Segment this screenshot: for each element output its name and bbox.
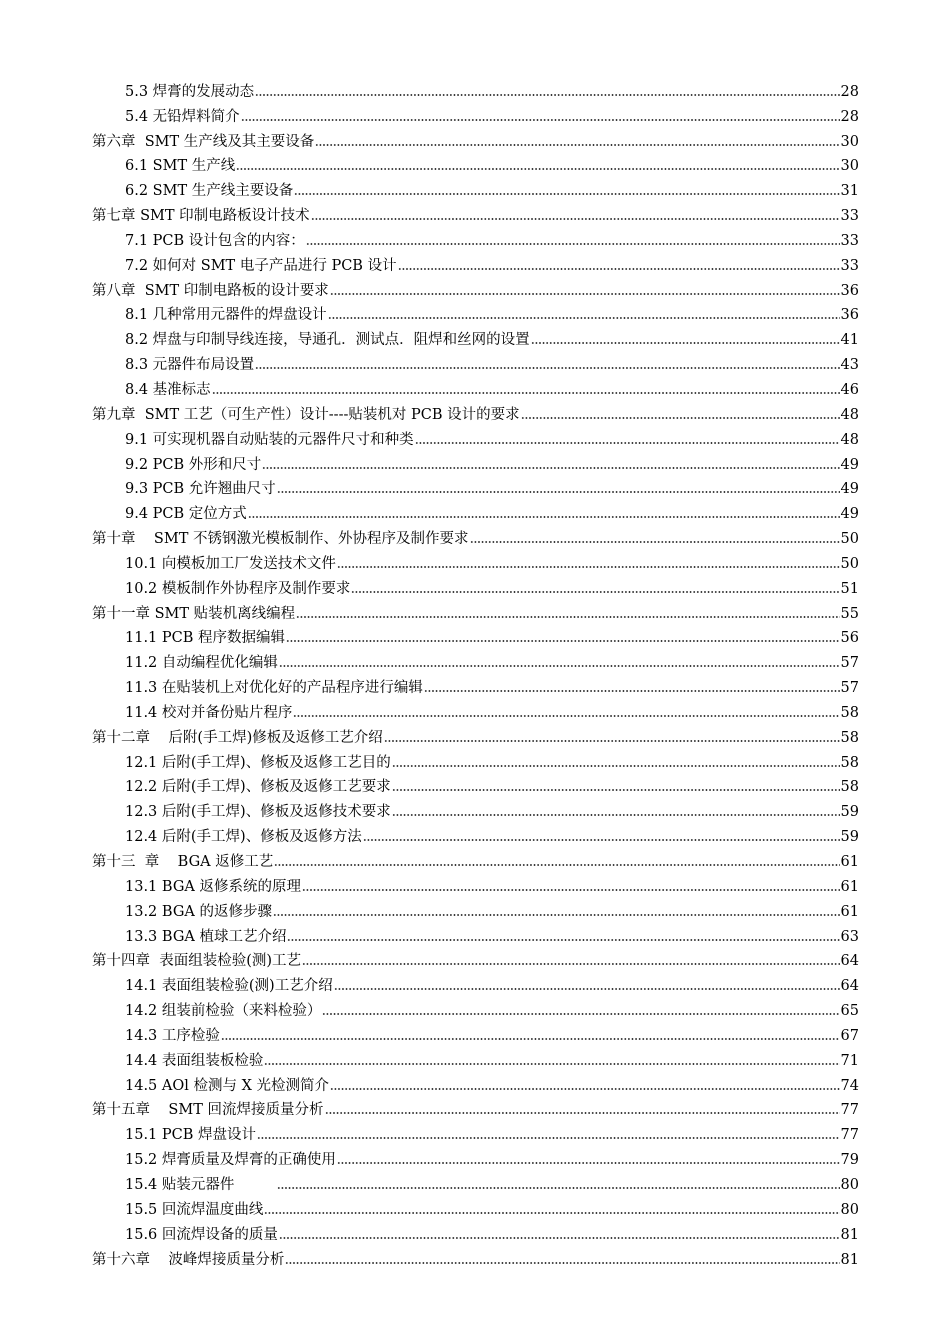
toc-entry-title: 9.1 可实现机器自动贴装的元器件尺寸和种类 <box>125 431 414 448</box>
toc-page-number: 48 <box>840 406 859 423</box>
toc-section-entry[interactable] <box>92 648 859 673</box>
toc-dot-leader <box>306 241 840 247</box>
toc-dot-leader <box>392 763 840 769</box>
toc-dot-leader <box>398 266 840 272</box>
toc-chapter-entry[interactable] <box>92 1245 859 1270</box>
toc-dot-leader <box>334 986 840 992</box>
toc-page-number: 51 <box>840 580 859 597</box>
toc-section-entry[interactable] <box>92 897 859 922</box>
toc-page-number: 77 <box>840 1102 859 1119</box>
toc-dot-leader <box>302 961 840 967</box>
toc-section-entry[interactable] <box>92 325 859 350</box>
toc-dot-leader <box>521 415 840 421</box>
toc-chapter-entry[interactable] <box>92 276 859 301</box>
toc-entry-title: 11.3 在贴装机上对优化好的产品程序进行编辑 <box>125 680 423 697</box>
toc-dot-leader <box>293 713 839 719</box>
toc-entry-title: 15.6 回流焊设备的质量 <box>125 1226 278 1243</box>
toc-page-number: 33 <box>840 208 859 225</box>
toc-page-number: 57 <box>840 680 859 697</box>
toc-chapter-entry[interactable] <box>92 947 859 972</box>
toc-entry-title: 14.3 工序检验 <box>125 1027 220 1044</box>
toc-entry-title: 15.5 回流焊温度曲线 <box>125 1201 264 1218</box>
toc-entry-title: 14.4 表面组装板检验 <box>125 1052 264 1069</box>
toc-dot-leader <box>264 1061 839 1067</box>
toc-entry-title: 9.2 PCB 外形和尺寸 <box>125 456 262 473</box>
toc-entry-title: 15.4 贴装元器件 <box>125 1176 276 1193</box>
toc-section-entry[interactable] <box>92 77 859 102</box>
toc-entry-title: 9.4 PCB 定位方式 <box>125 506 247 523</box>
toc-page-number: 71 <box>840 1052 859 1069</box>
toc-entry-title: 15.1 PCB 焊盘设计 <box>125 1127 257 1144</box>
toc-dot-leader <box>470 539 840 545</box>
toc-entry-title: 13.2 BGA 的返修步骤 <box>125 903 272 920</box>
toc-section-entry[interactable] <box>92 475 859 500</box>
toc-entry-title: 第十五章 SMT 回流焊接质量分析 <box>92 1102 324 1119</box>
toc-page-number: 30 <box>840 158 859 175</box>
toc-page-number: 33 <box>840 232 859 249</box>
toc-page-number: 50 <box>840 555 859 572</box>
toc-chapter-entry[interactable] <box>92 524 859 549</box>
toc-dot-leader <box>262 465 839 471</box>
toc-entry-title: 第九章 SMT 工艺（可生产性）设计----贴装机对 PCB 设计的要求 <box>92 406 520 423</box>
toc-section-entry[interactable] <box>92 152 859 177</box>
toc-dot-leader <box>294 191 839 197</box>
toc-chapter-entry[interactable] <box>92 1096 859 1121</box>
toc-dot-leader <box>325 1110 840 1116</box>
toc-dot-leader <box>277 489 840 495</box>
toc-entry-title: 7.1 PCB 设计包含的内容： <box>125 232 305 249</box>
toc-page-number: 81 <box>840 1251 859 1268</box>
toc-entry-title: 15.2 焊膏质量及焊膏的正确使用 <box>125 1152 336 1169</box>
toc-page-number: 46 <box>840 381 859 398</box>
toc-chapter-entry[interactable] <box>92 599 859 624</box>
toc-entry-title: 第十六章 波峰焊接质量分析 <box>92 1251 285 1268</box>
toc-page-number: 33 <box>840 257 859 274</box>
toc-dot-leader <box>274 862 839 868</box>
toc-dot-leader <box>322 1011 839 1017</box>
toc-dot-leader <box>302 887 840 893</box>
toc-page-number: 28 <box>840 83 859 100</box>
toc-dot-leader <box>257 1135 840 1141</box>
toc-entry-title: 8.4 基准标志 <box>125 381 211 398</box>
toc-chapter-entry[interactable] <box>92 400 859 425</box>
toc-section-entry[interactable] <box>92 773 859 798</box>
toc-page-number: 61 <box>840 854 859 870</box>
toc-section-entry[interactable] <box>92 1071 859 1096</box>
toc-entry-title: 8.1 几种常用元器件的焊盘设计 <box>125 307 327 324</box>
toc-entry-title: 10.1 向模板加工厂发送技术文件 <box>125 555 336 572</box>
toc-section-entry[interactable] <box>92 499 859 524</box>
toc-section-entry[interactable] <box>92 1021 859 1046</box>
toc-entry-title: 5.4 无铅焊料简介 <box>125 108 240 125</box>
toc-dot-leader <box>424 688 840 694</box>
toc-page-number: 28 <box>840 108 859 125</box>
toc-page-number: 58 <box>840 729 859 746</box>
toc-page-number: 77 <box>840 1127 859 1144</box>
toc-dot-leader <box>285 1260 839 1266</box>
toc-dot-leader <box>337 564 840 570</box>
toc-page-number: 49 <box>840 506 859 523</box>
toc-page-number: 59 <box>840 829 859 846</box>
toc-chapter-entry[interactable] <box>92 847 859 872</box>
toc-section-entry[interactable] <box>92 102 859 127</box>
toc-page-number: 63 <box>840 928 859 945</box>
toc-dot-leader <box>236 166 839 172</box>
toc-entry-title: 14.1 表面组装检验(测)工艺介绍 <box>125 978 333 995</box>
toc-section-entry[interactable] <box>92 1195 859 1220</box>
toc-dot-leader <box>286 638 840 644</box>
toc-page-number: 55 <box>840 605 859 622</box>
toc-section-entry[interactable] <box>92 624 859 649</box>
toc-section-entry[interactable] <box>92 822 859 847</box>
toc-dot-leader <box>311 216 840 222</box>
toc-page-number: 31 <box>840 183 859 200</box>
toc-page-number: 81 <box>840 1226 859 1243</box>
toc-entry-title: 第八章 SMT 印制电路板的设计要求 <box>92 282 329 299</box>
toc-entry-title: 10.2 模板制作外协程序及制作要求 <box>125 580 351 597</box>
toc-chapter-entry[interactable] <box>92 723 859 748</box>
toc-page-number: 43 <box>840 357 859 374</box>
toc-dot-leader <box>248 514 840 520</box>
toc-section-entry[interactable] <box>92 1145 859 1170</box>
toc-entry-title: 12.4 后附(手工焊)、修板及返修方法 <box>125 829 362 846</box>
toc-section-entry[interactable] <box>92 673 859 698</box>
toc-section-entry[interactable] <box>92 698 859 723</box>
toc-dot-leader <box>296 614 839 620</box>
toc-entry-title: 12.1 后附(手工焊)、修板及返修工艺目的 <box>125 754 391 771</box>
toc-dot-leader <box>531 340 840 346</box>
toc-section-entry[interactable] <box>92 375 859 400</box>
toc-dot-leader <box>277 1185 840 1191</box>
toc-entry-title: 9.3 PCB 允许翘曲尺寸 <box>125 481 276 498</box>
toc-page-number: 57 <box>840 655 859 672</box>
toc-page-number: 49 <box>840 456 859 473</box>
toc-entry-title: 12.2 后附(手工焊)、修板及返修工艺要求 <box>125 779 391 796</box>
toc-dot-leader <box>330 291 840 297</box>
toc-section-entry[interactable] <box>92 1046 859 1071</box>
toc-section-entry[interactable] <box>92 996 859 1021</box>
toc-page-number: 74 <box>840 1077 859 1094</box>
toc-section-entry[interactable] <box>92 922 859 947</box>
toc-section-entry[interactable] <box>92 748 859 773</box>
toc-section-entry[interactable] <box>92 176 859 201</box>
toc-dot-leader <box>392 812 840 818</box>
toc-entry-title: 13.3 BGA 植球工艺介绍 <box>125 928 287 945</box>
toc-page-number: 30 <box>840 133 859 150</box>
toc-page-number: 58 <box>840 779 859 796</box>
toc-section-entry[interactable] <box>92 425 859 450</box>
toc-dot-leader <box>415 440 840 446</box>
toc-dot-leader <box>241 117 840 123</box>
toc-entry-title: 12.3 后附(手工焊)、修板及返修技术要求 <box>125 804 391 821</box>
toc-section-entry[interactable] <box>92 251 859 276</box>
toc-entry-title: 11.2 自动编程优化编辑 <box>125 655 278 672</box>
toc-page-number: 58 <box>840 704 859 721</box>
toc-entry-title: 14.5 AOl 检测与 X 光检测简介 <box>125 1077 330 1094</box>
toc-entry-title: 13.1 BGA 返修系统的原理 <box>125 878 301 895</box>
toc-page-number: 59 <box>840 804 859 821</box>
toc-page-number: 61 <box>840 903 859 920</box>
toc-page-number: 64 <box>840 953 859 970</box>
toc-section-entry[interactable] <box>92 350 859 375</box>
toc-dot-leader <box>384 738 840 744</box>
toc-entry-title: 6.1 SMT 生产线 <box>125 158 236 175</box>
toc-entry-title: 14.2 组装前检验（来料检验） <box>125 1003 322 1020</box>
toc-page-number: 67 <box>840 1027 859 1044</box>
toc-page-number: 65 <box>840 1003 859 1020</box>
toc-page-number: 36 <box>840 282 859 299</box>
toc-section-entry[interactable] <box>92 1220 859 1245</box>
toc-dot-leader <box>212 390 840 396</box>
toc-page-number: 64 <box>840 978 859 995</box>
toc-page-number: 36 <box>840 307 859 324</box>
toc-dot-leader <box>279 1235 840 1241</box>
toc-section-entry[interactable] <box>92 301 859 326</box>
toc-page-number: 49 <box>840 481 859 498</box>
toc-page-number: 50 <box>840 531 859 548</box>
toc-entry-title: 第十一章 SMT 贴装机离线编程 <box>92 605 296 622</box>
toc-dot-leader <box>351 589 839 595</box>
toc-entry-title: 8.3 元器件布局设置 <box>125 357 255 374</box>
toc-page-number: 79 <box>840 1152 859 1169</box>
toc-section-entry[interactable] <box>92 574 859 599</box>
toc-dot-leader <box>328 315 840 321</box>
toc-section-entry[interactable] <box>92 1120 859 1145</box>
table-of-contents <box>92 77 859 1270</box>
toc-dot-leader <box>363 837 840 843</box>
toc-section-entry[interactable] <box>92 1170 859 1195</box>
toc-page-number: 58 <box>840 754 859 771</box>
toc-entry-title: 第十三 章 BGA 返修工艺 <box>92 854 274 870</box>
toc-entry-title: 第十二章 后附(手工焊)修板及返修工艺介绍 <box>92 729 383 746</box>
toc-page-number: 56 <box>840 630 859 647</box>
toc-section-entry[interactable] <box>92 971 859 996</box>
toc-section-entry[interactable] <box>92 797 859 822</box>
toc-entry-title: 11.1 PCB 程序数据编辑 <box>125 630 286 647</box>
toc-entry-title: 第十章 SMT 不锈钢激光模板制作、外协程序及制作要求 <box>92 531 469 548</box>
toc-chapter-entry[interactable] <box>92 127 859 152</box>
toc-page-number: 80 <box>840 1176 859 1193</box>
toc-page-number: 80 <box>840 1201 859 1218</box>
toc-section-entry[interactable] <box>92 872 859 897</box>
toc-dot-leader <box>221 1036 840 1042</box>
toc-page-number: 61 <box>840 878 859 895</box>
toc-entry-title: 第七章 SMT 印制电路板设计技术 <box>92 208 310 225</box>
toc-dot-leader <box>264 1210 839 1216</box>
toc-section-entry[interactable] <box>92 226 859 251</box>
toc-dot-leader <box>273 912 840 918</box>
toc-dot-leader <box>255 365 839 371</box>
toc-entry-title: 7.2 如何对 SMT 电子产品进行 PCB 设计 <box>125 257 397 274</box>
toc-section-entry[interactable] <box>92 549 859 574</box>
toc-dot-leader <box>330 1086 840 1092</box>
toc-chapter-entry[interactable] <box>92 201 859 226</box>
toc-page-number: 41 <box>840 332 859 349</box>
toc-dot-leader <box>255 92 839 98</box>
toc-entry-title: 11.4 校对并备份贴片程序 <box>125 704 293 721</box>
toc-entry-title: 6.2 SMT 生产线主要设备 <box>125 183 294 200</box>
toc-dot-leader <box>279 663 840 669</box>
toc-entry-title: 第十四章 表面组装检验(测)工艺 <box>92 953 302 970</box>
toc-entry-title: 第六章 SMT 生产线及其主要设备 <box>92 133 315 150</box>
toc-section-entry[interactable] <box>92 450 859 475</box>
toc-dot-leader <box>392 787 840 793</box>
toc-page-number: 48 <box>840 431 859 448</box>
toc-dot-leader <box>337 1160 840 1166</box>
toc-entry-title: 5.3 焊膏的发展动态 <box>125 83 255 100</box>
toc-dot-leader <box>315 142 839 148</box>
toc-dot-leader <box>287 937 839 943</box>
toc-entry-title: 8.2 焊盘与印制导线连接，导通孔．测试点．阻焊和丝网的设置 <box>125 332 530 349</box>
